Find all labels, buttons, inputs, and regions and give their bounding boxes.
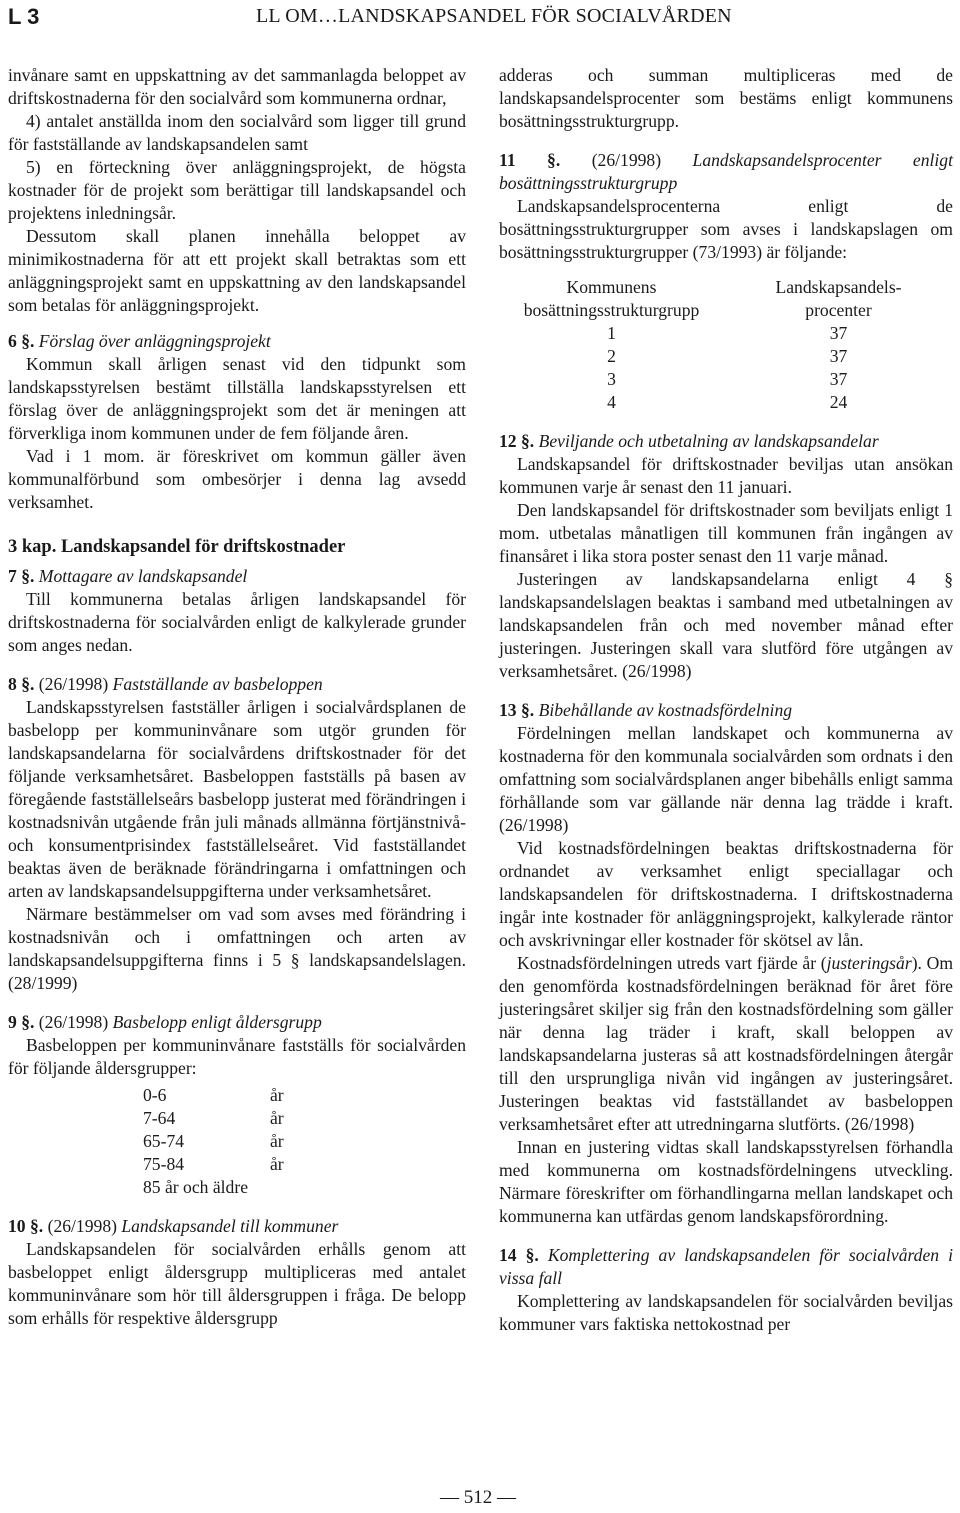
paragraph: Landskapsandel för driftskostnader beviljas utan ansökan kommunen varje år senast den 11 januari. (499, 454, 953, 497)
section-title: Mottagare av landskapsandel (38, 566, 248, 586)
paragraph: Dessutom skall planen innehålla beloppet av minimikostnaderna för att ett projekt skall betraktas som ett anläggningsprojekt samt en uppskattning av den landskapsandel som betalas för anläggningsprojekt. (8, 226, 466, 315)
table-row (499, 391, 953, 414)
chapter-heading: 3 kap. Landskapsandel för driftskostnader (8, 537, 346, 557)
section-8-heading (8, 673, 466, 696)
paragraph: 5) en förteckning över anläggningsprojekt, de högsta kostnader för de projekt som berättigar till landskapsandel och projektens inledningsår. (8, 157, 466, 223)
table-cell: 1 (607, 323, 616, 343)
section-code: L 3 (8, 4, 40, 29)
section-number: 10 §. (8, 1216, 44, 1236)
table-header-row (499, 299, 953, 322)
paragraph: 4) antalet anställda inom den socialvård som ligger till grund för fastställande av landskapsandelen samt (8, 111, 466, 154)
section-title: Landskapsandelsprocenter enligt bosättningsstrukturgrupp (499, 150, 953, 193)
table-cell: 4 (607, 392, 616, 412)
table-cell: 3 (607, 369, 616, 389)
section-11-heading (499, 149, 953, 195)
list-item: 75-84 år (143, 1154, 284, 1174)
page-number: — 512 — (440, 1487, 516, 1508)
page-title: LL OM…LANDSKAPSANDEL FÖR SOCIALVÅRDEN (256, 5, 732, 27)
table-row (499, 368, 953, 391)
section-12-heading (499, 430, 953, 453)
table-row (499, 345, 953, 368)
paragraph: Vad i 1 mom. är föreskrivet om kommun gäller även kommunalförbund som ombesörjer i denna lag avsedd verksamhet. (8, 446, 466, 512)
paragraph: Landskapsandelsprocenterna enligt de bosättningsstrukturgrupper som avses i landskapslagen om bosättningsstrukturgrupper (73/1993) är följande: (499, 196, 953, 262)
column-header: Landskapsandels- (775, 277, 902, 297)
left-column (8, 64, 466, 1330)
section-title: Landskapsandel till kommuner (121, 1216, 339, 1236)
section-number: 12 §. (499, 431, 535, 451)
table-cell: 2 (607, 346, 616, 366)
section-13-heading (499, 699, 953, 722)
section-title: Basbelopp enligt åldersgrupp (112, 1012, 322, 1032)
amendment-ref: (26/1998) (38, 1012, 109, 1032)
section-number: 11 §. (499, 150, 561, 170)
amendment-ref: (26/1998) (591, 150, 662, 170)
table-cell: 24 (829, 392, 848, 412)
paragraph: Innan en justering vidtas skall landskapsstyrelsen förhandla med kommunerna om kostnadsfördelningens utveckling. Närmare föreskrifter om förhandlingarna mellan landskapet och kommunerna kan utfärdas genom landskapsförordning. (499, 1137, 953, 1226)
column-header: Kommunens (566, 277, 657, 297)
page-header (8, 4, 953, 30)
paragraph: Den landskapsandel för driftskostnader som beviljats enligt 1 mom. utbetalas månatligen till kommunen från ingången av finansåret i lika stora poster senast den 11 varje månad. (499, 500, 953, 566)
table-row (499, 322, 953, 345)
section-14-heading (499, 1244, 953, 1290)
column-header: bosättningsstrukturgrupp (523, 300, 700, 320)
section-title: Komplettering av landskapsandelen för socialvården i vissa fall (499, 1245, 954, 1288)
section-number: 7 §. (8, 566, 35, 586)
table-cell: 37 (829, 323, 848, 343)
section-number: 6 §. (8, 331, 35, 351)
paragraph: adderas och summan multipliceras med de landskapsandelsprocenter som bestäms enligt kommunens bosättningsstrukturgrupp. (499, 65, 953, 131)
paragraph: Kostnadsfördelningen utreds vart fjärde år (justeringsår). Om den genomförda kostnadsfördelningen beräknad för året före justeringsåret skiljer sig från den kostnadsfördelning som gäller när denna lag träder i kraft, skall beloppen av landskapsandelarna justeras så att kostnadsfördelningen återgår till den ursprungliga nivån vid ingången av justeringsåret. Justeringen beaktas vid fastställandet av basbeloppen verksamhetsåret efter att utredningarna slutförts. (26/1998) (499, 953, 954, 1134)
section-number: 14 §. (499, 1245, 539, 1265)
list-item: 85 år och äldre (143, 1177, 249, 1197)
defined-term: justeringsår (826, 953, 912, 973)
paragraph: Justeringen av landskapsandelarna enligt 4 § landskapsandelslagen beaktas i samband med utbetalningen av landskapsandelen från och med november månad efter justeringen. Justeringen skall vara slutförd före utgången av verksamhetsåret. (26/1998) (499, 569, 953, 681)
percentage-table (499, 276, 953, 414)
section-7-heading (8, 565, 466, 588)
paragraph: Komplettering av landskapsandelen för socialvården beviljas kommuner vars faktiska nettokostnad per (499, 1291, 953, 1334)
section-number: 13 §. (499, 700, 535, 720)
paragraph: Till kommunerna betalas årligen landskapsandel för driftskostnaderna för socialvården enligt de kalkylerade grunder som anges nedan. (8, 589, 466, 655)
paragraph: Vid kostnadsfördelningen beaktas driftskostnaderna för ordnandet av verksamhet enligt speciallagar och landskapsandelen för driftskostnaderna. I driftskostnaderna ingår inte kostnader för anläggningsprojekt, kalkylerade räntor och avskrivningar eller kostnader för skötsel av lån. (499, 838, 953, 950)
paragraph: Närmare bestämmelser om vad som avses med förändring i kostnadsnivån och i omfattningen och arten av landskapsandelsuppgifterna finns i 5 § landskapsandelslagen. (28/1999) (8, 904, 466, 993)
section-10-heading (8, 1215, 466, 1238)
paragraph: Fördelningen mellan landskapet och kommunerna av kostnaderna för den kommunala socialvården som ordnats i den omfattning som socialvårdsplanen anger bibehålls enligt samma förhållande som var gällande när denna lag trädde i kraft. (26/1998) (499, 723, 953, 835)
section-number: 8 §. (8, 674, 35, 694)
section-6-heading (8, 330, 466, 353)
table-cell: 37 (829, 346, 848, 366)
section-title: Beviljande och utbetalning av landskapsandelar (538, 431, 879, 451)
amendment-ref: (26/1998) (47, 1216, 117, 1236)
section-title: Fastställande av basbeloppen (112, 674, 323, 694)
paragraph: invånare samt en uppskattning av det sammanlagda beloppet av driftskostnaderna för den socialvård som kommunerna ordnar, (8, 65, 466, 108)
table-header-row (499, 276, 953, 299)
section-title: Förslag över anläggningsprojekt (38, 331, 271, 351)
list-item: 65-74 år (143, 1131, 284, 1151)
section-number: 9 §. (8, 1012, 35, 1032)
paragraph: Basbeloppen per kommuninvånare fastställs för socialvården för följande åldersgrupper: (8, 1035, 466, 1078)
section-9-heading (8, 1011, 466, 1034)
paragraph: Landskapsstyrelsen fastställer årligen i socialvårdsplanen de basbelopp per kommuninvånare som utgör grunden för landskapsandelarna för socialvårdens driftskostnader för det följande verksamhetsåret. Basbeloppen fastställs på basen av föregående fastställelseårs basbelopp justerat med förändringen i kostnadsnivån utgående från juli månads allmänna förtjänstnivå- och konsumentprisindex fastställelseåret. Vid fastställandet beaktas även de beräknade förändringarna i omfattningen och arten av landskapsandelsuppgifterna under verksamhetsåret. (8, 697, 466, 901)
paragraph: Landskapsandelen för socialvården erhålls genom att basbeloppet enligt åldersgrupp multipliceras med antalet kommuninvånare som hör till åldersgruppen i fråga. De belopp som erhålls för respektive åldersgrupp (8, 1239, 466, 1328)
age-group-list (143, 1084, 466, 1199)
section-title: Bibehållande av kostnadsfördelning (538, 700, 793, 720)
right-column (499, 64, 953, 1336)
list-item: 0-6 år (143, 1085, 284, 1105)
table-cell: 37 (829, 369, 848, 389)
column-header: procenter (805, 300, 872, 320)
paragraph: Kommun skall årligen senast vid den tidpunkt som landskapsstyrelsen bestämt tillställa landskapsstyrelsen ett förslag över de anläggningsprojekt som det är meningen att förverkliga inom kommunen under de fem följande åren. (8, 354, 466, 443)
list-item: 7-64 år (143, 1108, 284, 1128)
amendment-ref: (26/1998) (38, 674, 109, 694)
